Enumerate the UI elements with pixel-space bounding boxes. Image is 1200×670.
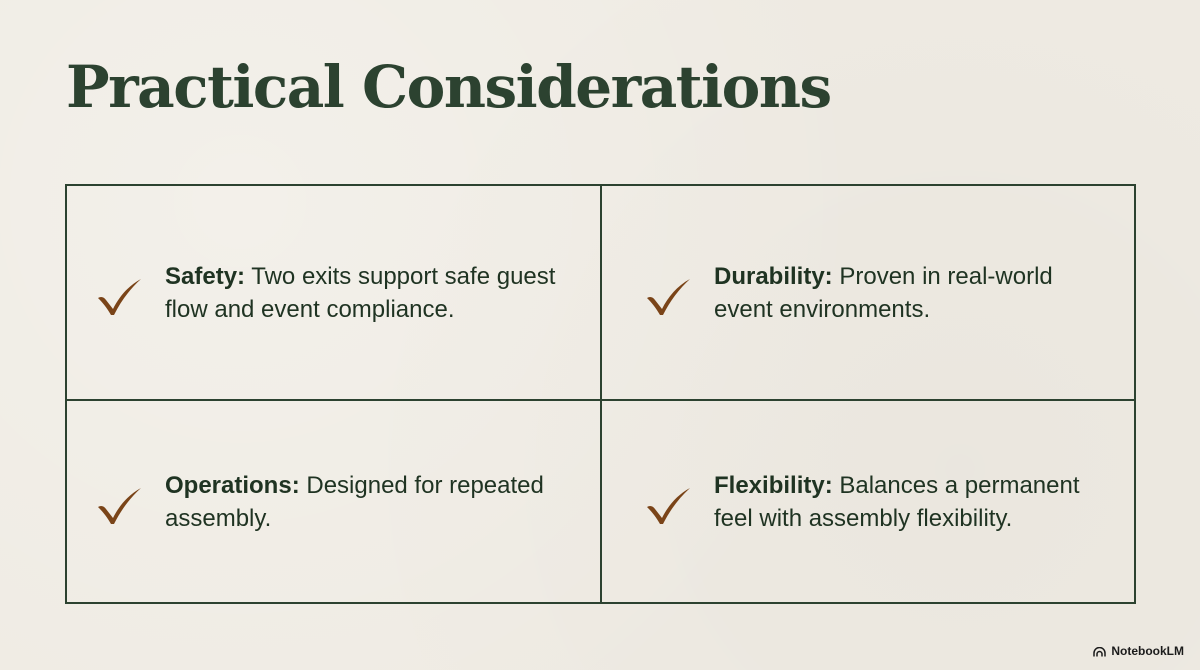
notebooklm-watermark <box>1093 644 1184 658</box>
slide-title: Practical Considerations <box>66 53 831 121</box>
checkmark-icon <box>95 486 143 526</box>
checkmark-icon <box>95 277 143 317</box>
consideration-operations <box>67 401 602 602</box>
consideration-body: Balances a permanent feel with assembly flexibility. <box>714 471 1080 532</box>
consideration-body: Designed for repeated assembly. <box>165 471 544 532</box>
consideration-label: Flexibility: <box>714 471 833 499</box>
consideration-safety <box>67 186 602 401</box>
consideration-flexibility <box>602 401 1134 602</box>
consideration-body: Two exits support safe guest flow and event compliance. <box>165 262 556 323</box>
consideration-body: Proven in real-world event environments. <box>714 262 1053 323</box>
consideration-label: Durability: <box>714 262 833 290</box>
consideration-text <box>165 469 580 535</box>
considerations-grid <box>65 184 1136 604</box>
consideration-durability <box>602 186 1134 401</box>
brand-name: NotebookLM <box>1111 644 1184 658</box>
checkmark-icon <box>644 277 692 317</box>
consideration-label: Operations: <box>165 471 300 499</box>
checkmark-icon <box>644 486 692 526</box>
consideration-text <box>165 260 580 326</box>
consideration-text <box>714 260 1114 326</box>
notebooklm-logo-icon <box>1093 646 1106 656</box>
consideration-label: Safety: <box>165 262 246 290</box>
consideration-text <box>714 469 1114 535</box>
